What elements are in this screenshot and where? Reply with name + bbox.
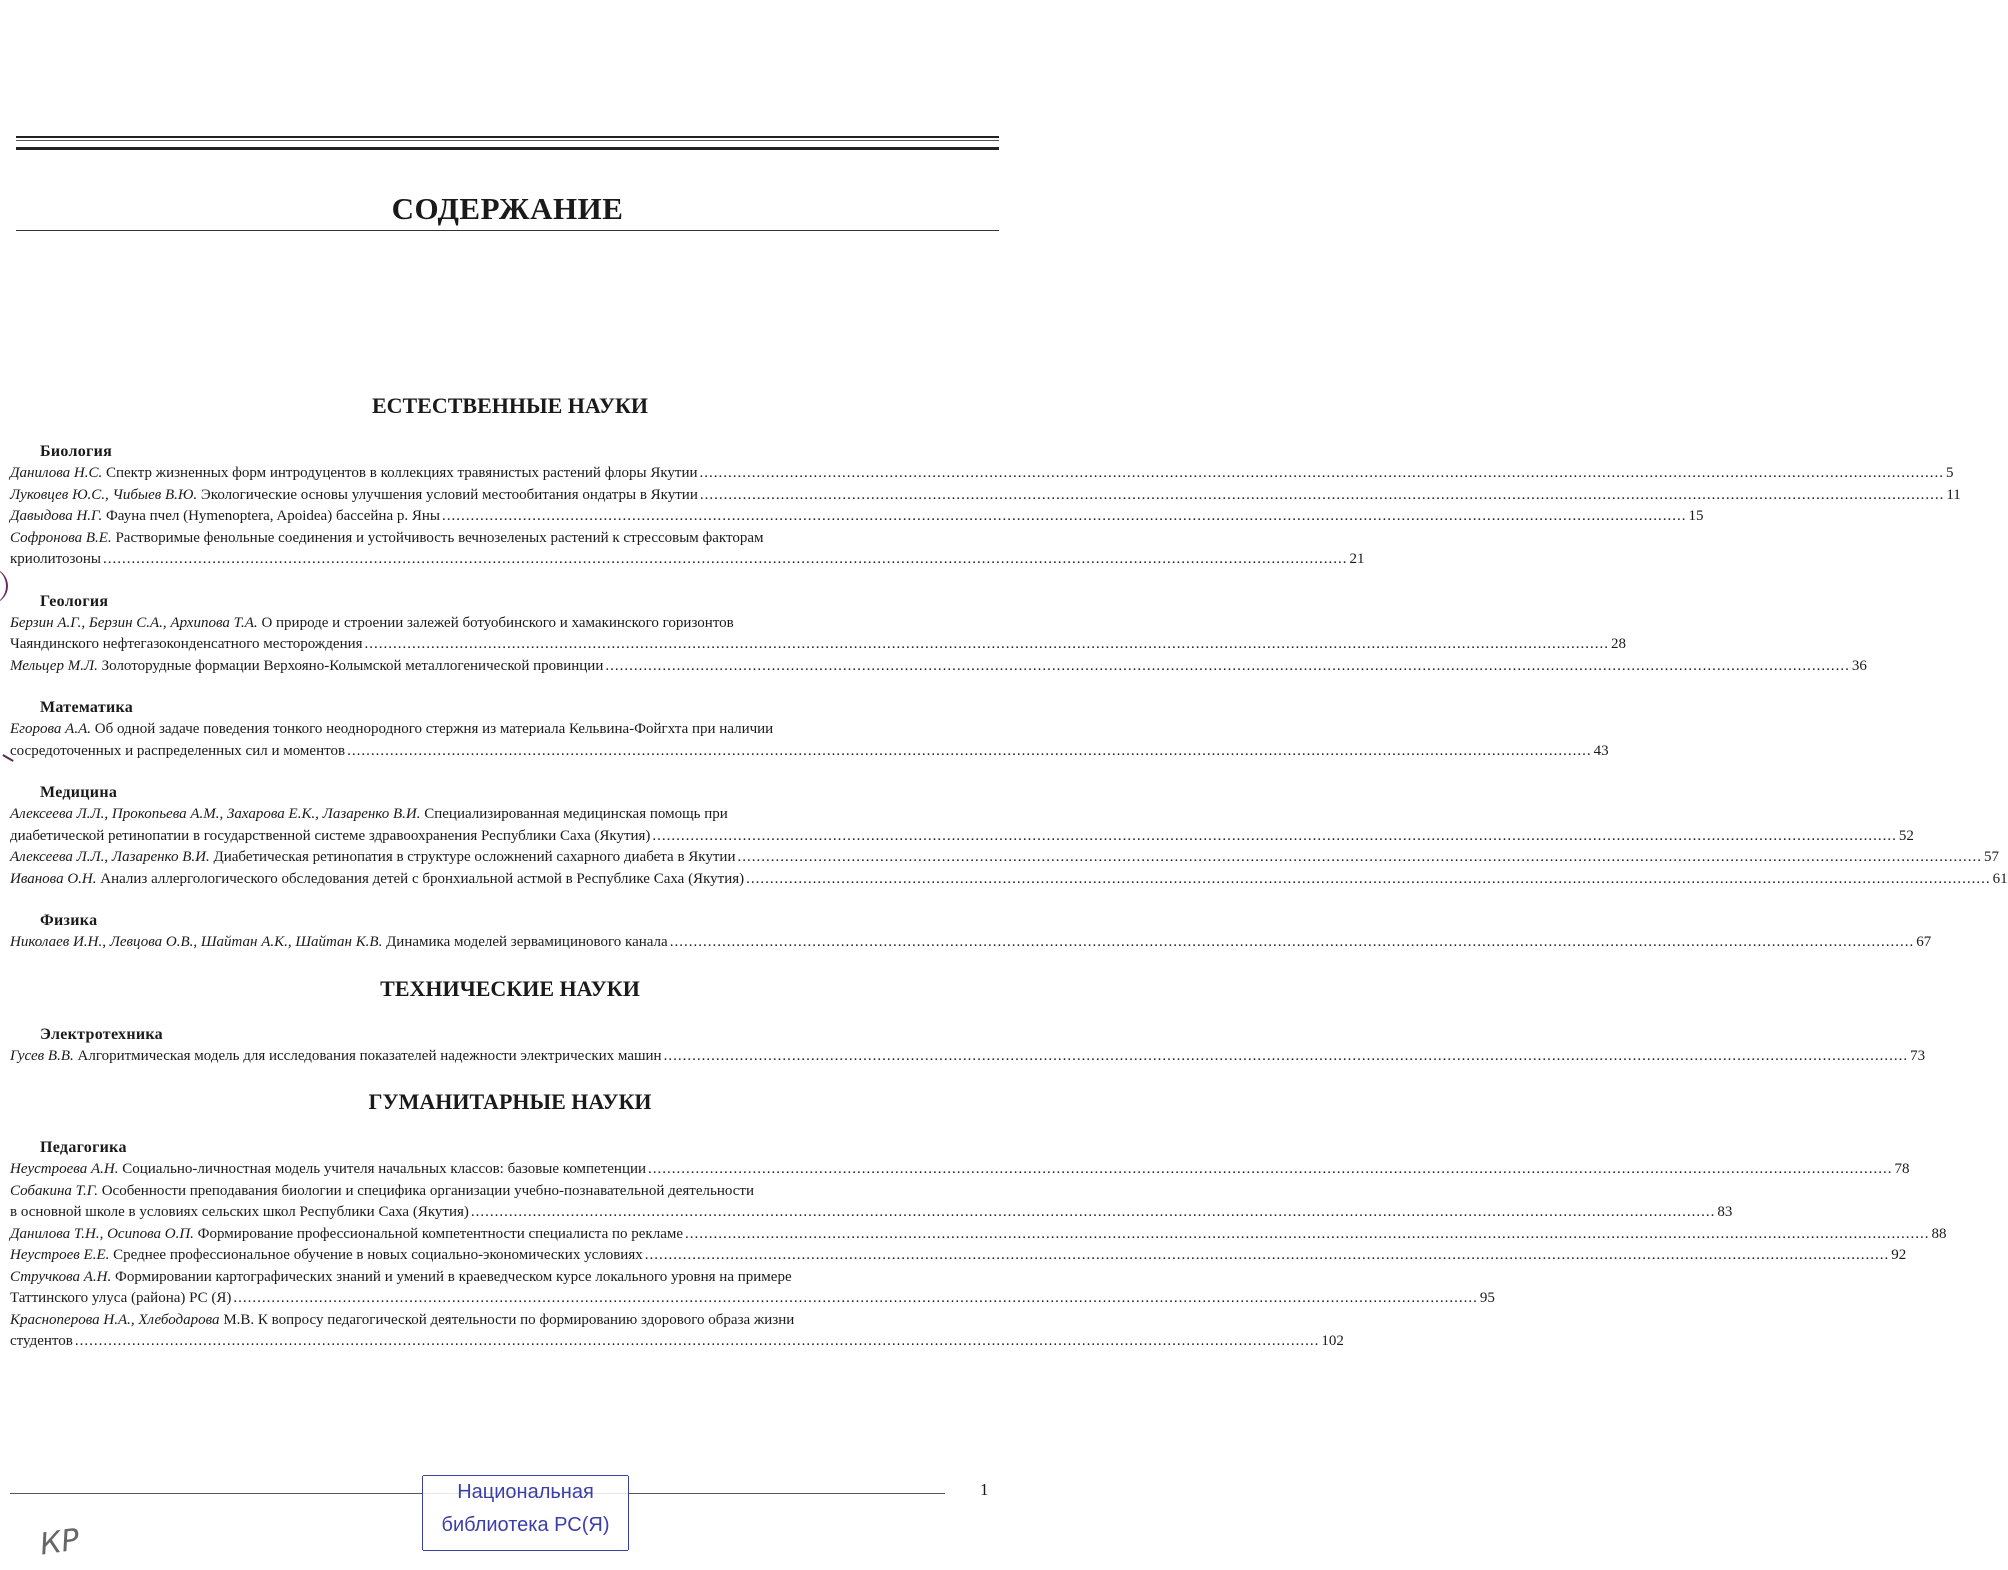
entry-page-number: 5 <box>1946 465 1954 481</box>
toc-entry-line <box>10 741 1609 763</box>
toc-entry-line <box>10 1267 980 1289</box>
entry-authors: Луковцев Ю.С., Чибыев В.Ю. <box>10 486 198 503</box>
entry-authors: Егорова А.А. <box>10 721 91 737</box>
margin-pen-mark <box>0 568 8 604</box>
dot-leader <box>700 485 1945 507</box>
table-of-contents <box>10 393 2008 1375</box>
entry-title: Специализированная медицинская помощь при <box>420 806 728 822</box>
toc-entry[interactable] <box>10 613 1627 656</box>
toc-entry[interactable] <box>10 1310 1344 1353</box>
entry-authors: Красноперова Н.А., Хлебодарова <box>10 1311 220 1328</box>
dot-leader <box>648 1159 1893 1181</box>
entry-title: криолитозоны <box>10 551 101 567</box>
entry-authors: Неустроев Е.Е. <box>10 1247 110 1263</box>
entry-text <box>10 1224 683 1246</box>
entry-page-number: 78 <box>1894 1161 1910 1177</box>
entry-title: Формировании картографических знаний и умений в краеведческом курсе локального уровня на примере <box>111 1268 792 1285</box>
entry-page-number: 88 <box>1931 1225 1947 1242</box>
dot-leader <box>442 506 1687 528</box>
toc-entry-line <box>10 932 1932 954</box>
toc-entry-line <box>10 528 980 550</box>
toc-entry-line <box>10 656 1867 678</box>
entry-text <box>10 719 773 741</box>
dot-leader <box>471 1202 1716 1224</box>
entry-title: Спектр жизненных форм интродуцентов в коллекциях травянистых растений флоры Якутии <box>102 465 698 481</box>
toc-entry[interactable] <box>10 847 1999 869</box>
toc-entry-line <box>10 1245 1907 1267</box>
dot-leader <box>645 1245 1890 1267</box>
header-double-rule <box>16 136 999 150</box>
subsection-title: Электротехника <box>40 1025 163 1043</box>
entry-authors: Мельцер М.Л. <box>10 657 98 674</box>
toc-section <box>10 393 2008 954</box>
subsection-title: Математика <box>40 699 134 716</box>
dot-leader <box>700 463 1945 485</box>
entry-title: Экологические основы улучшения условий местообитания ондатры в Якутии <box>197 486 698 503</box>
toc-entry-line <box>10 485 1961 507</box>
entry-title: М.В. К вопросу педагогической деятельности по формированию здорового образа жизни <box>219 1311 795 1328</box>
entry-title: Золоторудные формации Верхояно-Колымской металлогенической провинции <box>97 657 604 674</box>
entry-text <box>10 528 764 550</box>
entry-title: Растворимые фенольные соединения и устойчивость вечнозеленых растений к стрессовым факторам <box>111 529 764 546</box>
entry-authors: Николаев И.Н., Левцова О.В., Шайтан А.К., Шайтан К.В. <box>10 934 383 950</box>
section-title: ГУМАНИТАРНЫЕ НАУКИ <box>368 1089 652 1114</box>
dot-leader <box>746 869 1991 891</box>
entry-page-number: 83 <box>1717 1204 1733 1220</box>
entry-authors: Собакина Т.Г. <box>10 1182 98 1199</box>
entry-title: сосредоточенных и распределенных сил и моментов <box>10 742 346 759</box>
entry-text <box>10 1310 794 1332</box>
toc-entry-line <box>10 847 1999 869</box>
entry-text <box>10 804 728 826</box>
toc-subsection <box>10 1025 1926 1068</box>
toc-subsection <box>10 912 1932 954</box>
entry-page-number: 61 <box>1992 870 2008 887</box>
entry-authors: Алексеева Л.Л., Прокопьева А.М., Захарова Е.К., Лазаренко В.И. <box>10 806 421 822</box>
toc-entry[interactable] <box>10 804 1914 847</box>
entry-title: Анализ аллергологического обследования детей с бронхиальной астмой в Республике Саха (Якутия) <box>96 870 745 887</box>
entry-text <box>10 932 668 954</box>
toc-entry-line <box>10 869 2008 891</box>
dot-leader <box>670 932 1915 954</box>
entry-title: Среднее профессиональное обучение в новых социально-экономических условиях <box>109 1247 643 1263</box>
entry-text <box>10 1181 754 1203</box>
library-stamp <box>422 1476 629 1550</box>
entry-title: Формирование профессиональной компетентности специалиста по рекламе <box>193 1225 684 1242</box>
entry-title: Диабетическая ретинопатия в структуре осложнений сахарного диабета в Якутии <box>209 849 736 865</box>
page-title: СОДЕРЖАНИЕ <box>391 190 624 226</box>
entry-title: Динамика моделей зервамицинового канала <box>382 934 668 950</box>
entry-page-number: 73 <box>1910 1047 1926 1064</box>
toc-entry-line <box>10 1202 1733 1224</box>
toc-subsection <box>10 699 1609 762</box>
toc-entry-line <box>10 1159 1910 1181</box>
entry-text <box>10 1288 231 1310</box>
entry-text <box>10 1245 643 1267</box>
toc-subsection <box>10 592 1867 678</box>
dot-leader <box>652 826 1897 848</box>
entry-title: Особенности преподавания биологии и специфика организации учебно-познавательной деятельности <box>97 1182 754 1199</box>
toc-entry-line <box>10 1288 1495 1310</box>
dot-leader <box>75 1331 1320 1353</box>
entry-text <box>10 656 603 678</box>
entry-text <box>10 485 698 507</box>
toc-entry-line <box>10 804 980 826</box>
toc-entry[interactable] <box>10 528 1365 571</box>
entry-authors: Данилова Т.Н., Осипова О.П. <box>10 1225 194 1242</box>
entry-text <box>10 613 734 635</box>
entry-title: О природе и строении залежей ботуобинского и хамакинского горизонтов <box>257 614 734 631</box>
entry-title: Алгоритмическая модель для исследования показателей надежности электрических машин <box>73 1047 662 1064</box>
entry-title: студентов <box>10 1333 73 1349</box>
toc-entry-line <box>10 1331 1344 1353</box>
entry-text <box>10 826 650 848</box>
toc-section <box>10 1089 1947 1353</box>
toc-subsection <box>10 443 1961 571</box>
toc-entry-line <box>10 506 1704 528</box>
entry-page-number: 67 <box>1916 934 1932 950</box>
toc-entry-line <box>10 719 980 741</box>
entry-title: диабетической ретинопатии в государственной системе здравоохранения Республики Саха (Якутия) <box>10 827 651 844</box>
handwritten-mark: КР <box>37 1522 82 1563</box>
entry-text <box>10 1159 646 1181</box>
section-title: ТЕХНИЧЕСКИЕ НАУКИ <box>380 975 640 1001</box>
stamp-line-2: библиотека РС(Я) <box>441 1514 610 1536</box>
toc-section <box>10 975 1926 1068</box>
entry-page-number: 43 <box>1593 742 1609 759</box>
entry-authors: Давыдова Н.Г. <box>10 508 103 524</box>
toc-subsection <box>10 784 2008 890</box>
entry-text <box>10 1202 469 1224</box>
toc-entry[interactable] <box>10 656 1867 678</box>
entry-page-number: 57 <box>1983 849 1999 865</box>
toc-entry[interactable] <box>10 485 1961 507</box>
entry-title: в основной школе в условиях сельских школ Республики Саха (Якутия) <box>10 1204 469 1220</box>
toc-entry-line <box>10 549 1365 571</box>
title-underline <box>16 230 999 231</box>
toc-entry[interactable] <box>10 932 1932 954</box>
entry-page-number: 15 <box>1688 508 1704 524</box>
toc-entry[interactable] <box>10 1181 1733 1224</box>
toc-entry-line <box>10 463 1954 485</box>
dot-leader <box>233 1288 1478 1310</box>
entry-page-number: 28 <box>1611 636 1627 652</box>
toc-entry-line <box>10 613 980 635</box>
dot-leader <box>737 847 1982 869</box>
subsection-title: Биология <box>40 443 113 460</box>
entry-authors: Софронова В.Е. <box>10 529 112 546</box>
toc-entry-line <box>10 1046 1926 1068</box>
entry-title: Социально-личностная модель учителя начальных классов: базовые компетенции <box>118 1161 647 1177</box>
toc-entry[interactable] <box>10 1046 1926 1068</box>
page-number: 1 <box>980 1480 989 1499</box>
entry-page-number: 52 <box>1898 827 1914 844</box>
toc-entry[interactable] <box>10 1245 1907 1267</box>
entry-title: Об одной задаче поведения тонкого неоднородного стержня из материала Кельвина-Фойгхта при наличии <box>91 721 774 737</box>
dot-leader <box>605 656 1850 678</box>
toc-entry[interactable] <box>10 1267 1495 1310</box>
dot-leader <box>103 549 1348 571</box>
entry-title: Чаяндинского нефтегазоконденсатного месторождения <box>10 636 363 652</box>
entry-authors: Алексеева Л.Л., Лазаренко В.И. <box>10 849 210 865</box>
entry-text <box>10 1267 792 1289</box>
toc-entry[interactable] <box>10 1224 1947 1246</box>
entry-page-number: 36 <box>1851 657 1867 674</box>
entry-text <box>10 634 363 656</box>
entry-authors: Стручкова А.Н. <box>10 1268 112 1285</box>
entry-page-number: 92 <box>1891 1247 1907 1263</box>
entry-text <box>10 1331 73 1353</box>
entry-page-number: 11 <box>1946 486 1961 503</box>
entry-text <box>10 741 345 763</box>
subsection-title: Геология <box>40 592 109 610</box>
entry-text <box>10 549 101 571</box>
entry-text <box>10 506 440 528</box>
entry-text <box>10 847 735 869</box>
entry-text <box>10 1046 662 1068</box>
section-title: ЕСТЕСТВЕННЫЕ НАУКИ <box>371 393 649 418</box>
entry-text <box>10 869 744 891</box>
toc-entry-line <box>10 1181 980 1203</box>
toc-entry-line <box>10 826 1914 848</box>
toc-entry[interactable] <box>10 506 1704 528</box>
entry-page-number: 95 <box>1479 1290 1495 1306</box>
subsection-title: Медицина <box>40 784 118 801</box>
stamp-line-1: Национальная <box>457 1481 594 1503</box>
entry-text <box>10 463 698 485</box>
entry-page-number: 21 <box>1349 551 1365 567</box>
entry-title: Фауна пчел (Hymenoptera, Apoidea) бассейна р. Яны <box>102 508 440 524</box>
entry-authors: Неустроева А.Н. <box>10 1161 119 1177</box>
subsection-title: Педагогика <box>40 1139 127 1156</box>
entry-authors: Данилова Н.С. <box>10 465 103 481</box>
toc-entry[interactable] <box>10 1159 1910 1181</box>
toc-entry[interactable] <box>10 719 1609 762</box>
dot-leader <box>664 1046 1909 1068</box>
toc-entry-line <box>10 634 1627 656</box>
toc-subsection <box>10 1139 1947 1353</box>
toc-entry-line <box>10 1224 1947 1246</box>
dot-leader <box>365 634 1610 656</box>
entry-page-number: 102 <box>1321 1333 1344 1349</box>
toc-entry[interactable] <box>10 463 1954 485</box>
entry-authors: Берзин А.Г., Берзин С.А., Архипова Т.А. <box>10 614 258 631</box>
entry-authors: Гусев В.В. <box>10 1047 74 1064</box>
entry-authors: Иванова О.Н. <box>10 870 97 887</box>
dot-leader <box>685 1224 1930 1246</box>
dot-leader <box>347 741 1592 763</box>
toc-entry[interactable] <box>10 869 2008 891</box>
subsection-title: Физика <box>40 912 98 929</box>
toc-entry-line <box>10 1310 980 1332</box>
entry-title: Таттинского улуса (района) РС (Я) <box>10 1290 232 1306</box>
